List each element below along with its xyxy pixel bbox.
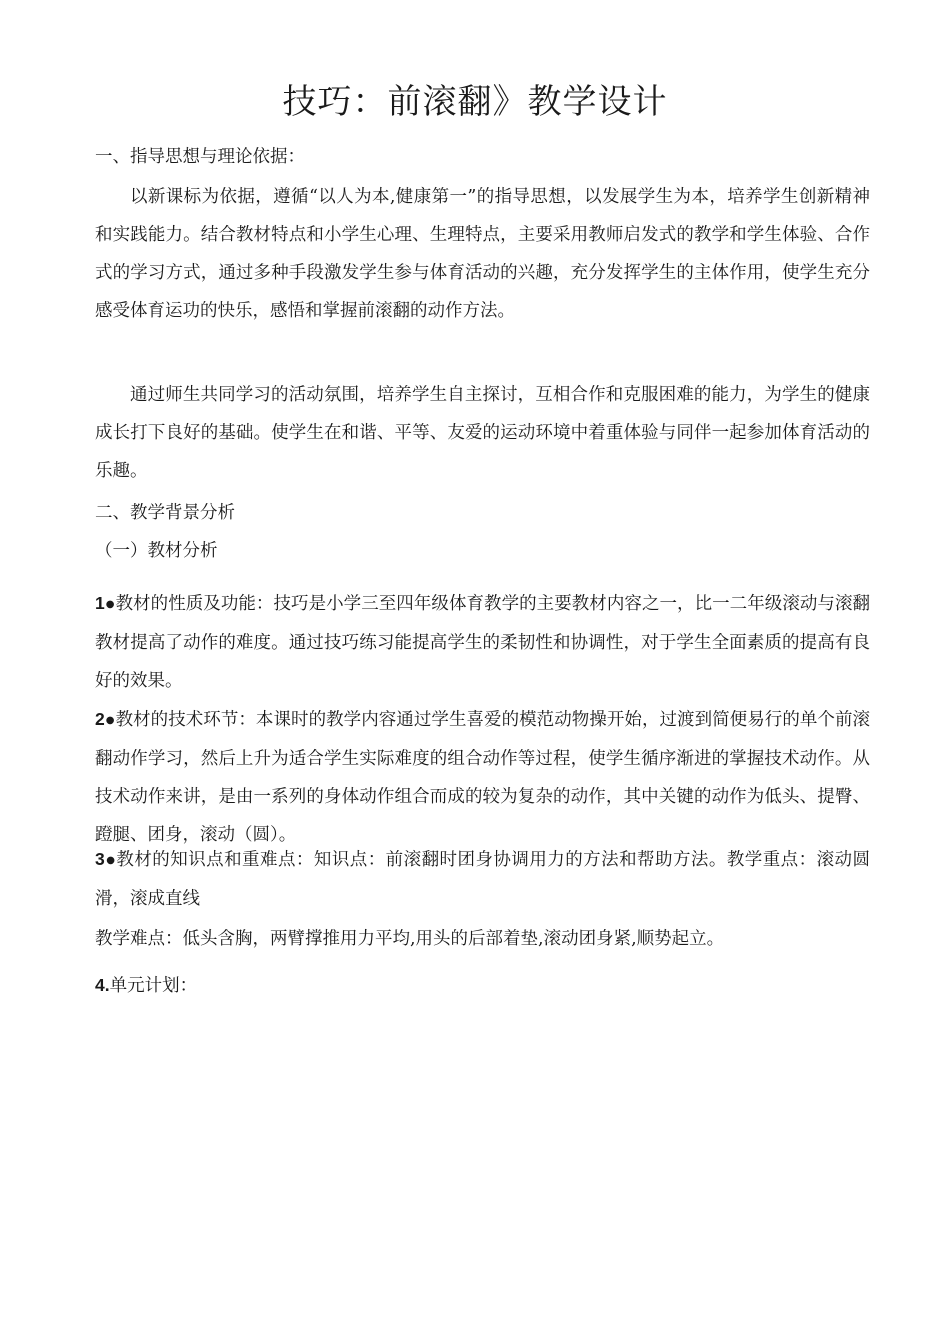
list-item-number: 2 — [95, 709, 105, 729]
document-title: 技巧：前滚翻》教学设计 — [282, 82, 668, 122]
list-item-number: 4. — [95, 975, 110, 995]
teaching-difficulty: 教学难点：低头含胸，两臂撑推用力平均,用头的后部着垫,滚动团身紧,顺势起立。 — [95, 929, 725, 949]
section1-paragraph-1: 以新课标为依据，遵循“以人为本,健康第一”的指导思想，以发展学生为本，培养学生创新精神和实践能力。结合教材特点和小学生心理、生理特点，主要采用教师启发式的教学和学生体验、合作式的学习方式，通过多种手段激发学生参与体育活动的兴趣，充分发挥学生的主体作用，使学生充分感受体育运功的快乐，感悟和掌握前滚翻的动作方法。 — [95, 187, 870, 321]
list-item-text: 教材的知识点和重难点：知识点：前滚翻时团身协调用力的方法和帮助方法。教学重点：滚动圆滑，滚成直线 — [95, 850, 870, 909]
list-item-number: 1 — [95, 593, 105, 613]
section2-subheading: （一）教材分析 — [95, 541, 218, 561]
list-item-3 — [95, 840, 870, 918]
bullet-icon: ● — [105, 715, 115, 726]
list-item-text: 教材的技术环节：本课时的教学内容通过学生喜爱的模范动物操开始，过渡到简便易行的单个前滚翻动作学习，然后上升为适合学生实际难度的组合动作等过程，使学生循序渐进的掌握技术动作。从技术动作来讲，是由一系列的身体动作组合而成的较为复杂的动作，其中关键的动作为低头、提臀、蹬腿、团身，滚动（圆）。 — [95, 710, 870, 845]
list-item-4 — [95, 966, 870, 1005]
list-item-number: 3 — [95, 849, 105, 869]
section1-paragraph-2: 通过师生共同学习的活动氛围，培养学生自主探讨，互相合作和克服困难的能力，为学生的健康成长打下良好的基础。使学生在和谐、平等、友爱的运动环境中着重体验与同伴一起参加体育活动的乐趣。 — [95, 385, 870, 481]
bullet-icon: ● — [105, 855, 116, 866]
bullet-icon: ● — [105, 599, 115, 610]
section1-heading: 一、指导思想与理论依据： — [95, 147, 305, 167]
list-item-2 — [95, 700, 870, 854]
list-item-1 — [95, 584, 870, 700]
list-item-text: 单元计划： — [109, 976, 198, 996]
list-item-text: 教材的性质及功能：技巧是小学三至四年级体育教学的主要教材内容之一，比一二年级滚动与滚翻教材提高了动作的难度。通过技巧练习能提高学生的柔韧性和协调性，对于学生全面素质的提高有良好的效果。 — [95, 594, 870, 691]
section2-heading: 二、教学背景分析 — [95, 503, 235, 523]
